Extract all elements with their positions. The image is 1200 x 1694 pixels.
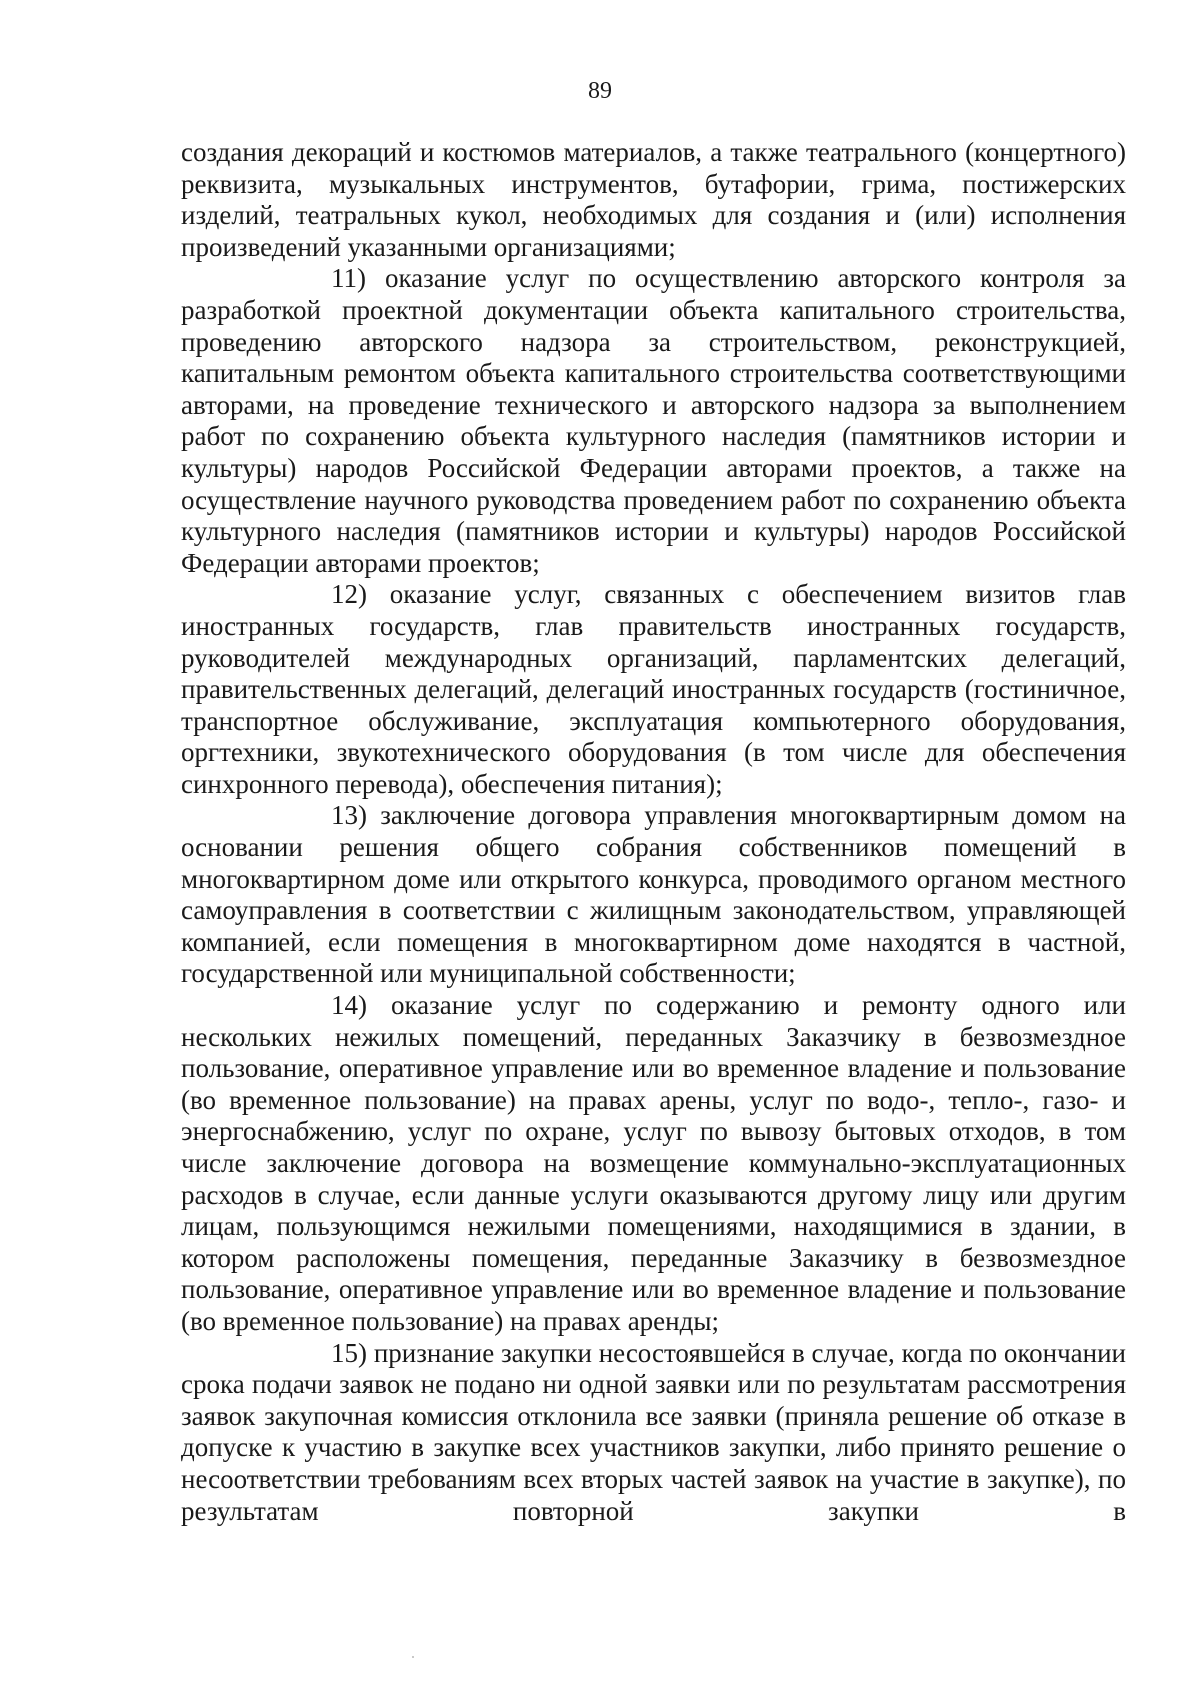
paragraph-text: заключение договора управления многоквартирным домом на основании решения общего собрания собственников помещений в многоквартирном доме или открытого конкурса, проводимого органом местного самоуправления в соответствии с жилищным законодательством, управляющей компанией, если помещения в многоквартирном доме находятся в частной, государственной или муниципальной собственности; [181, 800, 1126, 989]
item-number: 15) [331, 1337, 367, 1368]
item-number: 12) [331, 579, 367, 610]
list-item-13 [181, 800, 1126, 990]
list-item-15 [181, 1338, 1126, 1528]
list-item-14 [181, 990, 1126, 1338]
page-number: 89 [588, 78, 612, 104]
item-number: 11) [331, 263, 366, 294]
document-body [181, 137, 1126, 1527]
item-number: 13) [331, 800, 367, 831]
item-number: 14) [331, 990, 367, 1021]
paragraph-text: оказание услуг, связанных с обеспечением визитов глав иностранных государств, глав правительств иностранных государств, руководителей международных организаций, парламентских делегаций, правительственных делегаций, делегаций иностранных государств (гостиничное, транспортное обслуживание, эксплуатация компьютерного оборудования, оргтехники, звукотехнического оборудования (в том числе для обеспечения синхронного перевода), обеспечения питания); [181, 579, 1127, 799]
paragraph-text: оказание услуг по содержанию и ремонту одного или нескольких нежилых помещений, переданных Заказчику в безвозмездное пользование, оперативное управление или во временное владение и пользование (во временное пользование) на правах арены, услуг по водо-, тепло-, газо- и энергоснабжению, услуг по охране, услуг по вывозу бытовых отходов, в том числе заключение договора на возмещение коммунально-эксплуатационных расходов в случае, если данные услуги оказываются другому лицу или другим лицам, пользующимся нежилыми помещениями, находящимися в здании, в котором расположены помещения, переданные Заказчику в безвозмездное пользование, оперативное управление или во временное владение и пользование (во временное пользование) на правах аренды; [181, 990, 1127, 1336]
paragraph-text: оказание услуг по осуществлению авторского контроля за разработкой проектной документации объекта капитального строительства, проведению авторского надзора за строительством, реконструкцией, капитальным ремонтом объекта капитального строительства соответствующими авторами, на проведение технического и авторского надзора за выполнением работ по сохранению объекта культурного наследия (памятников истории и культуры) народов Российской Федерации авторами проектов, а также на осуществление научного руководства проведением работ по сохранению объекта культурного наследия (памятников истории и культуры) народов Российской Федерации авторами проектов; [181, 263, 1127, 578]
paragraph-text: признание закупки несостоявшейся в случае, когда по окончании срока подачи заявок не подано ни одной заявки или по результатам рассмотрения заявок закупочная комиссия отклонила все заявки (приняла решение об отказе в допуске к участию в закупке всех участников закупки, либо принято решение о несоответствии требованиям всех вторых частей заявок на участие в закупке), по результатам повторной закупки в [181, 1337, 1126, 1526]
paragraph-continuation [181, 137, 1126, 263]
paragraph-text: создания декораций и костюмов материалов, а также театрального (концертного) реквизита, музыкальных инструментов, бутафории, грима, постижерских изделий, театральных кукол, необходимых для создания и (или) исполнения произведений указанными организациями; [181, 137, 1126, 262]
list-item-11 [181, 263, 1126, 579]
scan-artifact [412, 1656, 414, 1658]
list-item-12 [181, 579, 1126, 800]
